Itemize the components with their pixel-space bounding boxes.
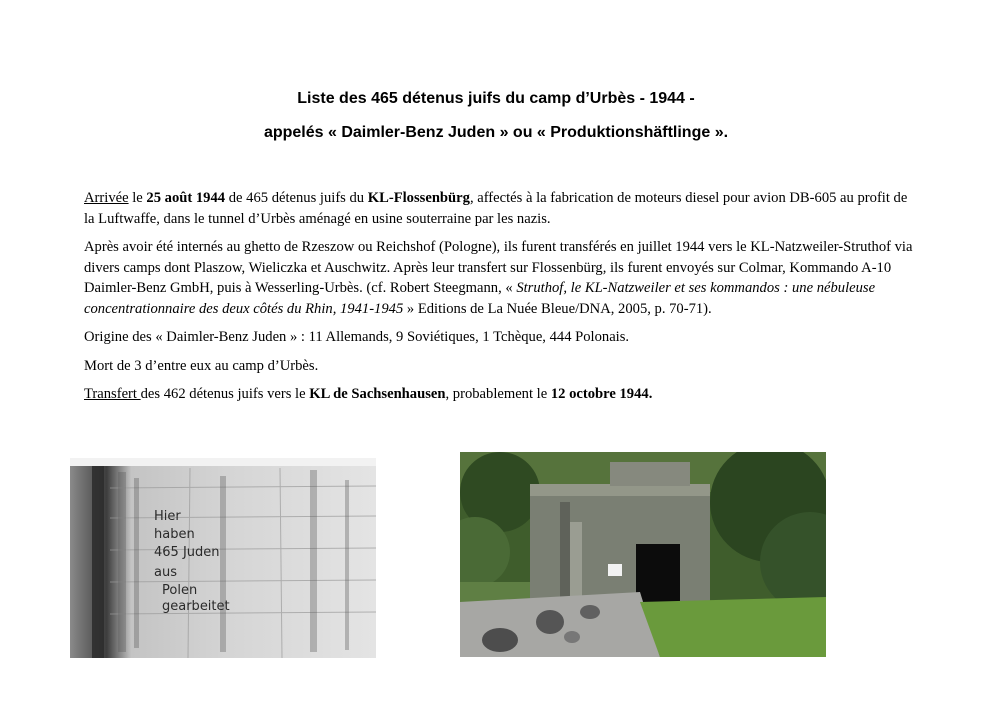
graffiti-wall-illustration [70,458,376,658]
text-run: de 465 détenus juifs du [225,190,368,206]
text-run: Après avoir été internés au ghetto de Rzeszow ou Reichshof (Pologne), ils furent transférés en juillet 1944 vers le KL-Natzweiler-Struthof via divers camps dont Plaszow, Wieliczka et Auschwitz. Après leur transfert sur Flossenbürg, ils furent envoyés sur Colmar, Kommando A-10 Daimler-Benz GmbH, puis à Wesserling-Urbès. (cf. Robert Steegmann, « [84,239,913,296]
camp-destination: KL de Sachsenhausen [309,386,446,402]
arrival-date: 25 août 1944 [146,190,226,206]
graffiti-line: Polen [162,583,198,598]
text-run: le [128,190,147,206]
text-run: » Editions de La Nuée Bleue/DNA, 2005, p. 70-71). [403,300,712,317]
book-title: Struthof, le KL-Natzweiler et ses kommandos : une nébuleuse concentrationnaire des deux côtés du Rhin, 1941-1945 [84,280,876,317]
paragraph-deaths: Mort de 3 d’entre eux au camp d’Urbès. [84,357,319,374]
document-body [84,188,914,413]
graffiti-line: gearbeitet [162,599,230,614]
transfer-date: 12 octobre 1944. [550,386,653,402]
tunnel-entrance-photo [460,452,826,657]
tunnel-entrance-illustration [460,452,826,657]
text-run: des 462 détenus juifs vers le [140,386,310,402]
graffiti-line: Hier [154,509,181,524]
arrival-label: Arrivée [84,190,129,206]
paragraph-arrival [84,188,914,229]
text-run: , affectés à la fabrication de moteurs diesel pour avion DB-605 au profit de la Luftwaffe, dans le tunnel d’Urbès aménagé en usine souterraine par les nazis. [84,190,908,227]
paragraph-origins: Origine des « Daimler-Benz Juden » : 11 Allemands, 9 Soviétiques, 1 Tchèque, 444 Polonais. [84,329,630,345]
graffiti-line: haben [154,527,195,542]
text-run: , probablement le [445,386,551,402]
transfer-label: Transfert [84,386,141,402]
paragraph-history [84,237,914,319]
document-title-line-2: appelés « Daimler-Benz Juden » ou « Produktionshäftlinge ». [263,124,729,141]
document-title-line-1: Liste des 465 détenus juifs du camp d’Urbès - 1944 - [297,90,695,107]
graffiti-line: 465 Juden [154,545,220,560]
graffiti-line: aus [154,565,177,580]
graffiti-wall-photo [70,458,376,658]
camp-origin: KL-Flossenbürg [367,190,470,206]
paragraph-transfer [84,384,914,405]
